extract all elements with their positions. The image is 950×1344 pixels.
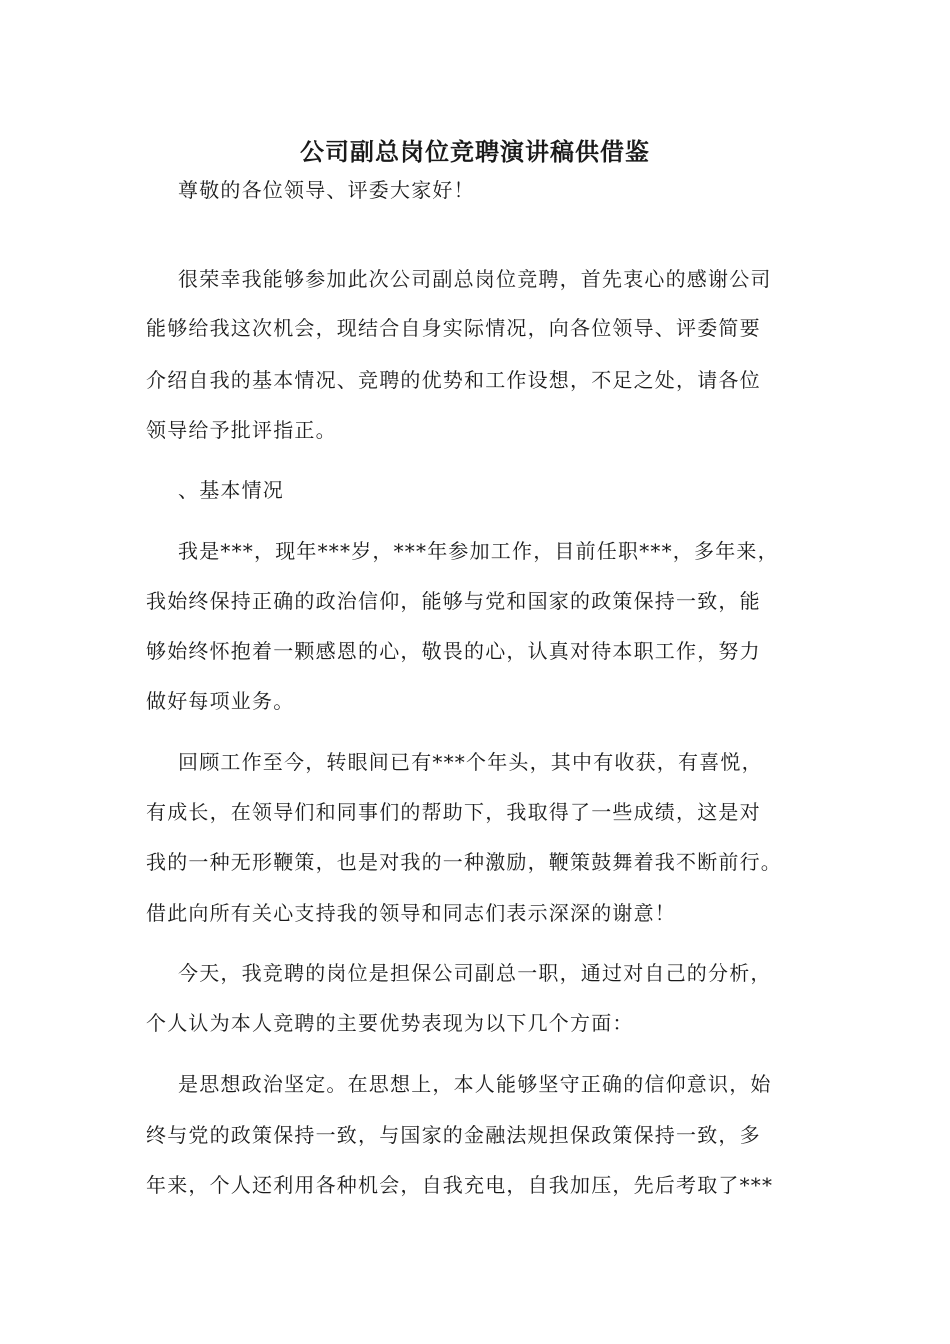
paragraph-line: 有成长，在领导们和同事们的帮助下，我取得了一些成绩，这是对 [146,800,761,824]
greeting-line: 尊敬的各位领导、评委大家好！ [178,178,475,202]
paragraph-line: 能够给我这次机会，现结合自身实际情况，向各位领导、评委简要 [146,316,761,340]
document-title: 公司副总岗位竞聘演讲稿供借鉴 [300,137,650,166]
paragraph-line: 介绍自我的基本情况、竞聘的优势和工作设想，不足之处，请各位 [146,368,761,392]
paragraph-line: 我始终保持正确的政治信仰，能够与党和国家的政策保持一致，能 [146,589,761,613]
paragraph-line: 今天，我竞聘的岗位是担保公司副总一职，通过对自己的分析， [178,961,772,985]
section-heading: 、基本情况 [178,478,284,502]
paragraph-line: 我的一种无形鞭策，也是对我的一种激励，鞭策鼓舞着我不断前行。 [146,850,782,874]
paragraph-line: 年来，个人还利用各种机会，自我充电，自我加压，先后考取了*** [146,1173,774,1197]
paragraph-line: 做好每项业务。 [146,689,295,713]
paragraph-line: 够始终怀抱着一颗感恩的心，敬畏的心，认真对待本职工作，努力 [146,639,761,663]
paragraph-line: 是思想政治坚定。在思想上，本人能够坚守正确的信仰意识，始 [178,1072,772,1096]
paragraph-line: 回顾工作至今，转眼间已有***个年头，其中有收获，有喜悦， [178,750,763,774]
paragraph-line: 个人认为本人竞聘的主要优势表现为以下几个方面： [146,1011,634,1035]
paragraph-line: 借此向所有关心支持我的领导和同志们表示深深的谢意！ [146,901,676,925]
paragraph-line: 终与党的政策保持一致，与国家的金融法规担保政策保持一致，多 [146,1123,761,1147]
paragraph-line: 很荣幸我能够参加此次公司副总岗位竞聘，首先衷心的感谢公司 [178,267,772,291]
paragraph-line: 领导给予批评指正。 [146,418,337,442]
paragraph-line: 我是***，现年***岁，***年参加工作，目前任职***，多年来， [178,539,779,563]
